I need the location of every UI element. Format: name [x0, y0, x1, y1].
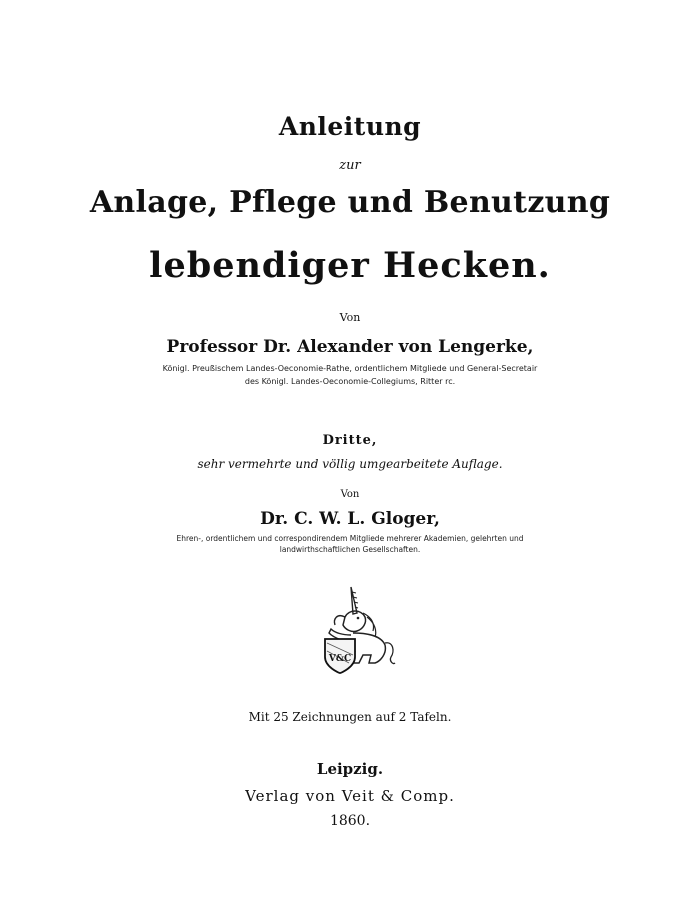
edition-line-1: Dritte,: [322, 433, 378, 448]
editor-by-label: Von: [340, 489, 360, 500]
svg-text:V&C: V&C: [328, 654, 352, 664]
title-line-1: Anleitung: [278, 112, 422, 141]
unicorn-shield-icon: [305, 583, 397, 675]
imprint-city: Leipzig.: [316, 760, 384, 778]
editor-description-1: Ehren-, ordentlichem und correspondirendem Mitgliede mehrerer Akademien, gelehrten und: [176, 534, 524, 543]
editor-description-2: landwirthschaftlichen Gesellschaften.: [279, 545, 421, 554]
author-name: Professor Dr. Alexander von Lengerke,: [166, 337, 534, 357]
title-line-3: Anlage, Pflege und Benutzung: [89, 185, 611, 220]
illustrations-note: Mit 25 Zeichnungen auf 2 Tafeln.: [248, 710, 452, 724]
imprint-publisher: Verlag von Veit & Comp.: [245, 787, 455, 805]
edition-line-2: sehr vermehrte und völlig umgearbeitete Auflage.: [197, 457, 503, 471]
author-by-label: Von: [339, 311, 361, 324]
imprint-year: 1860.: [329, 813, 371, 829]
author-description-2: des Königl. Landes-Oeconomie-Collegiums, Ritter rc.: [244, 377, 456, 386]
title-line-2: zur: [339, 158, 361, 173]
author-description-1: Königl. Preußischem Landes-Oeconomie-Rathe, ordentlichem Mitgliede und General-Secretair: [162, 364, 538, 373]
editor-name: Dr. C. W. L. Gloger,: [260, 509, 440, 529]
title-line-4: lebendiger Hecken.: [149, 245, 551, 286]
